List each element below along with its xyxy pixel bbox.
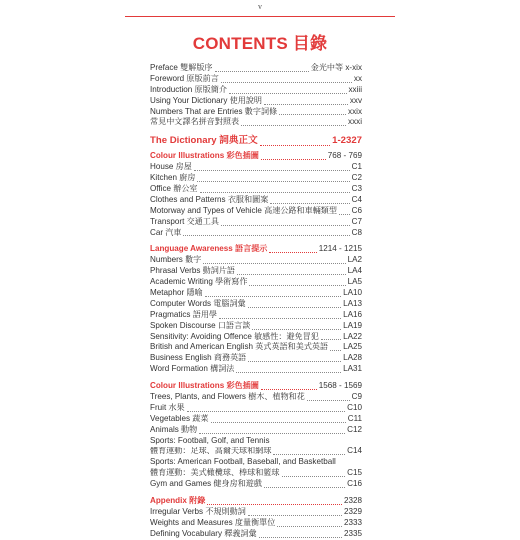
dot-leader <box>260 142 330 146</box>
toc-entry-car[interactable]: Car 汽車 C8 <box>150 227 362 237</box>
toc-section-dictionary[interactable]: The Dictionary 詞典正文 1-2327 <box>150 135 362 147</box>
dot-leader <box>215 68 309 72</box>
toc-entry-numbers-entries[interactable]: Numbers That are Entries 數字詞條 xxix <box>150 106 362 116</box>
toc-entry-sensitivity[interactable]: Sensitivity: Avoiding Offence 敏感性：避免冒犯 LA22 <box>150 331 362 341</box>
dot-leader <box>269 249 316 253</box>
dot-leader <box>248 358 341 362</box>
dot-leader <box>199 430 345 434</box>
toc-entry-using-dictionary[interactable]: Using Your Dictionary 使用說明 xxv <box>150 95 362 105</box>
dot-leader <box>207 501 342 505</box>
toc-entry-motorway[interactable]: Motorway and Types of Vehicle 高速公路和車輛類型 C6 <box>150 205 362 215</box>
dot-leader <box>183 232 349 236</box>
toc-entry-office[interactable]: Office 辦公室 C3 <box>150 184 362 193</box>
toc-entry-numbers[interactable]: Numbers 數字 LA2 <box>150 255 362 265</box>
dot-leader <box>279 111 346 115</box>
toc-entry-sports-1[interactable]: 體育運動：足球、高爾夫球和網球 C14 <box>150 446 362 456</box>
dot-leader <box>330 347 341 351</box>
dot-leader <box>219 315 341 319</box>
dot-leader <box>229 90 347 94</box>
toc-entry-academic-writing[interactable]: Academic Writing 學術寫作 LA5 <box>150 277 362 287</box>
toc-entry-british-american[interactable]: British and American English 英式英語和美式英語 LA25 <box>150 342 362 352</box>
dot-leader <box>307 397 350 401</box>
header-rule <box>125 0 395 17</box>
toc-entry-computer-words[interactable]: Computer Words 電腦詞彙 LA13 <box>150 298 362 308</box>
dot-leader <box>187 408 346 412</box>
dot-leader <box>203 260 345 264</box>
dot-leader <box>221 79 352 83</box>
toc-section-colour-illustrations-1[interactable]: Colour Illustrations 彩色插圖 768 - 769 <box>150 151 362 161</box>
toc-entry-defining-vocabulary[interactable]: Defining Vocabulary 釋義詞彙 2335 <box>150 528 362 538</box>
dot-leader <box>248 304 341 308</box>
toc-entry-vegetables[interactable]: Vegetables 蔬菜 C11 <box>150 413 362 423</box>
toc-entry-sports-2[interactable]: 體育運動：美式橄欖球、棒球和籃球 C15 <box>150 468 362 478</box>
toc-entry-pragmatics[interactable]: Pragmatics 語用學 LA16 <box>150 309 362 319</box>
dot-leader <box>200 189 350 193</box>
toc-entry-introduction[interactable]: Introduction 原版簡介 xxiii <box>150 84 362 94</box>
dot-leader <box>264 484 345 488</box>
toc-entry-spoken-discourse[interactable]: Spoken Discourse 口語言談 LA19 <box>150 320 362 330</box>
toc-entry-sports-2-english[interactable]: Sports: American Football, Baseball, and Basketball <box>150 457 336 467</box>
toc-entry-phrasal-verbs[interactable]: Phrasal Verbs 動詞片語 LA4 <box>150 266 362 276</box>
dot-leader <box>277 523 342 527</box>
toc-entry-clothes[interactable]: Clothes and Patterns 衣服和圖案 C4 <box>150 194 362 204</box>
dot-leader <box>282 473 346 477</box>
dot-leader <box>241 122 346 126</box>
dot-leader <box>270 200 349 204</box>
dot-leader <box>221 222 350 226</box>
dot-leader <box>339 211 350 215</box>
toc-entry-house[interactable]: House 房屋 C1 <box>150 162 362 172</box>
dot-leader <box>249 282 345 286</box>
table-of-contents <box>150 63 362 540</box>
toc-entry-animals[interactable]: Animals 動物 C12 <box>150 424 362 434</box>
toc-section-colour-illustrations-2[interactable]: Colour Illustrations 彩色插圖 1568 - 1569 <box>150 381 362 391</box>
toc-entry-irregular-verbs[interactable]: Irregular Verbs 不規則動詞 2329 <box>150 506 362 516</box>
dot-leader <box>264 101 348 105</box>
page-title: CONTENTS 目錄 <box>192 34 328 53</box>
toc-entry-word-formation[interactable]: Word Formation 構詞法 LA31 <box>150 364 362 374</box>
toc-entry-transport[interactable]: Transport 交通工具 C7 <box>150 216 362 226</box>
toc-entry-preface[interactable]: Preface 雙解版序 金光中等 x-xix <box>150 63 362 72</box>
dot-leader <box>252 326 341 330</box>
dot-leader <box>237 271 346 275</box>
dot-leader <box>211 419 346 423</box>
toc-entry-sports-1-english[interactable]: Sports: Football, Golf, and Tennis <box>150 435 270 445</box>
dot-leader <box>321 336 341 340</box>
dot-leader <box>194 167 350 171</box>
dot-leader <box>273 451 345 455</box>
toc-entry-metaphor[interactable]: Metaphor 隱喻 LA10 <box>150 288 362 298</box>
dot-leader <box>236 369 341 373</box>
dot-leader <box>259 534 342 538</box>
toc-entry-weights-measures[interactable]: Weights and Measures 度量衡單位 2333 <box>150 517 362 527</box>
dot-leader <box>197 178 349 182</box>
toc-entry-fruit[interactable]: Fruit 水果 C10 <box>150 402 362 412</box>
toc-entry-foreword[interactable]: Foreword 原版前言 xx <box>150 73 362 83</box>
dot-leader <box>248 512 342 516</box>
page-number: v <box>258 2 262 11</box>
dot-leader <box>205 293 341 297</box>
toc-entry-trees-plants[interactable]: Trees, Plants, and Flowers 樹木、植物和花 C9 <box>150 392 362 402</box>
toc-section-appendix[interactable]: Appendix 附錄 2328 <box>150 496 362 506</box>
dot-leader <box>261 386 317 390</box>
toc-entry-gym-games[interactable]: Gym and Games 健身房和遊戲 C16 <box>150 479 362 489</box>
toc-entry-pinyin-table[interactable]: 常見中文譯名拼音對照表 xxxi <box>150 117 362 127</box>
toc-section-language-awareness[interactable]: Language Awareness 語言提示 1214 - 1215 <box>150 244 362 254</box>
toc-entry-business-english[interactable]: Business English 商務英語 LA28 <box>150 353 362 363</box>
dot-leader <box>261 156 326 160</box>
toc-entry-kitchen[interactable]: Kitchen 廚房 C2 <box>150 173 362 183</box>
